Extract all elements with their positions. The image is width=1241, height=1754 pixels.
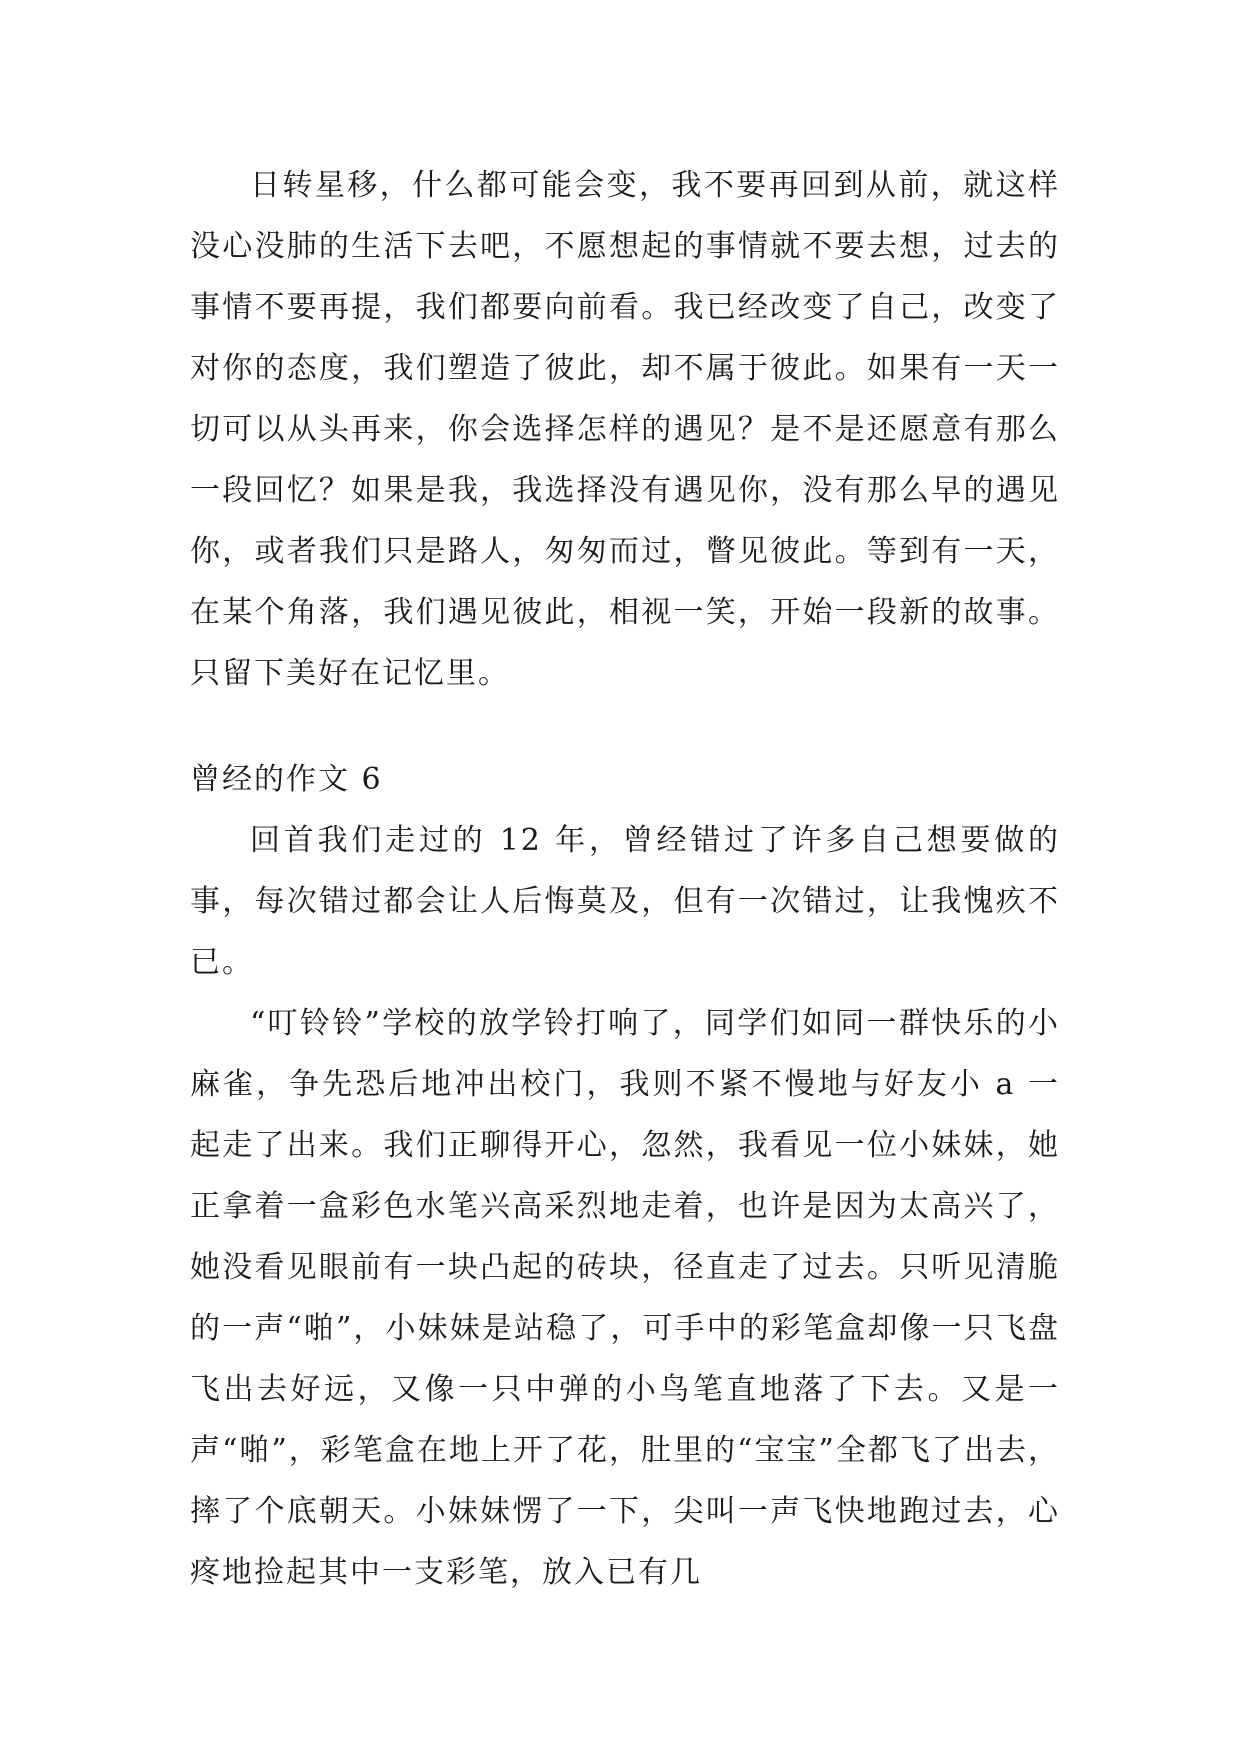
paragraph-gap bbox=[190, 704, 1060, 749]
paragraph-1: 日转星移，什么都可能会变，我不要再回到从前，就这样没心没肺的生活下去吧，不愿想起的事情就不要去想，过去的事情不要再提，我们都要向前看。我已经改变了自己，改变了对你的态度，我们塑造了彼此，却不属于彼此。如果有一天一切可以从头再来，你会选择怎样的遇见？是不是还愿意有那么一段回忆？如果是我，我选择没有遇见你，没有那么早的遇见你，或者我们只是路人，匆匆而过，瞥见彼此。等到有一天，在某个角落，我们遇见彼此，相视一笑，开始一段新的故事。只留下美好在记忆里。 bbox=[190, 168, 1060, 691]
paragraph-3: “叮铃铃”学校的放学铃打响了，同学们如同一群快乐的小麻雀，争先恐后地冲出校门，我则不紧不慢地与好友小 a 一起走了出来。我们正聊得开心，忽然，我看见一位小妹妹，她正拿着一盒彩色水笔兴高采烈地走着，也许是因为太高兴了，她没看见眼前有一块凸起的砖块，径直走了过去。只听见清脆的一声“啪”，小妹妹是站稳了，可手中的彩笔盒却像一只飞盘飞出去好远，又像一只中弹的小鸟笔直地落了下去。又是一声“啪”，彩笔盒在地上开了花，肚里的“宝宝”全都飞了出去，摔了个底朝天。小妹妹愣了一下，尖叫一声飞快地跑过去，心疼地捡起其中一支彩笔，放入已有几 bbox=[190, 1006, 1060, 1590]
document-page bbox=[190, 155, 1060, 1603]
section-title: 曾经的作文 6 bbox=[190, 762, 383, 797]
paragraph-2: 回首我们走过的 12 年，曾经错过了许多自己想要做的事，每次错过都会让人后悔莫及，但有一次错过，让我愧疚不已。 bbox=[190, 823, 1060, 980]
